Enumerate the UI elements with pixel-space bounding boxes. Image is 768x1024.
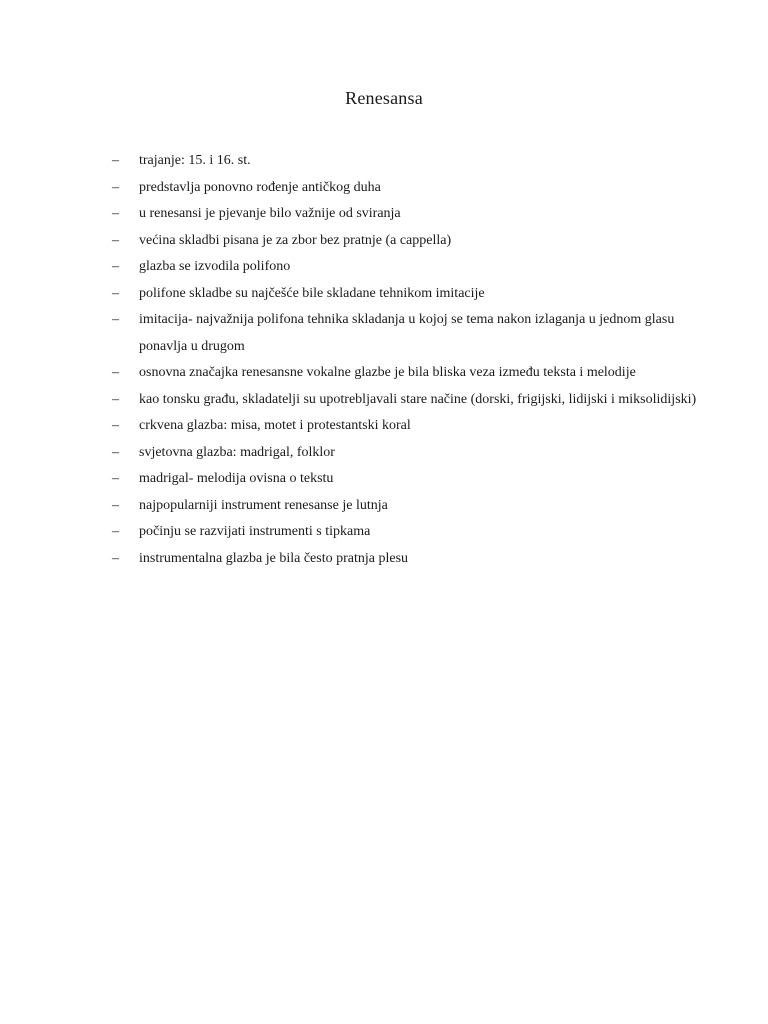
list-item <box>112 360 697 387</box>
list-item <box>112 440 697 467</box>
dash-bullet: – <box>112 206 119 221</box>
list-item <box>112 307 697 360</box>
dash-bullet: – <box>112 471 119 486</box>
list-item <box>112 228 697 255</box>
dash-bullet: – <box>112 312 119 327</box>
list-item-text: madrigal- melodija ovisna o tekstu <box>139 471 334 486</box>
dash-bullet: – <box>112 232 119 248</box>
dash-bullet: – <box>112 259 119 274</box>
bullet-list <box>112 148 697 572</box>
list-item-text: imitacija- najvažnija polifona tehnika skladanja u kojoj se tema nakon izlaganja u jednom glasu ponavlja u drugom <box>139 312 675 354</box>
list-item-text: glazba se izvodila polifono <box>139 259 291 274</box>
dash-bullet: – <box>112 550 119 566</box>
list-item <box>112 175 697 202</box>
list-item <box>112 413 697 440</box>
list-item <box>112 466 697 493</box>
dash-bullet: – <box>112 179 119 195</box>
list-item-text: u renesansi je pjevanje bilo važnije od sviranja <box>139 206 401 221</box>
dash-bullet: – <box>112 524 119 539</box>
dash-bullet: – <box>112 444 119 460</box>
dash-bullet: – <box>112 391 119 407</box>
list-item <box>112 254 697 281</box>
dash-bullet: – <box>112 497 119 513</box>
dash-bullet: – <box>112 365 119 380</box>
list-item-text: instrumentalna glazba je bila često pratnja plesu <box>139 550 409 566</box>
list-item-text: najpopularniji instrument renesanse je lutnja <box>139 497 388 513</box>
list-item <box>112 281 697 308</box>
list-item-text: svjetovna glazba: madrigal, folklor <box>139 444 335 460</box>
list-item <box>112 493 697 520</box>
list-item-text: crkvena glazba: misa, motet i protestantski koral <box>139 418 411 433</box>
list-item-text: osnovna značajka renesansne vokalne glazbe je bila bliska veza između teksta i melodije <box>139 365 636 380</box>
list-item-text: počinju se razvijati instrumenti s tipkama <box>139 524 371 539</box>
dash-bullet: – <box>112 418 119 433</box>
dash-bullet: – <box>112 153 119 168</box>
list-item-text: predstavlja ponovno rođenje antičkog duha <box>139 179 381 195</box>
document-title: Renesansa <box>345 88 423 108</box>
list-item-text: kao tonsku građu, skladatelji su upotrebljavali stare načine (dorski, frigijski, lidijski i miksolidijski) <box>139 391 697 407</box>
list-item-text: trajanje: 15. i 16. st. <box>139 153 251 168</box>
list-item <box>112 519 697 546</box>
list-item <box>112 148 697 175</box>
list-item <box>112 201 697 228</box>
dash-bullet: – <box>112 285 119 301</box>
list-item <box>112 546 697 573</box>
list-item-text: većina skladbi pisana je za zbor bez pratnje (a cappella) <box>139 232 452 248</box>
list-item-text: polifone skladbe su najčešće bile skladane tehnikom imitacije <box>139 285 485 301</box>
list-item <box>112 387 697 414</box>
